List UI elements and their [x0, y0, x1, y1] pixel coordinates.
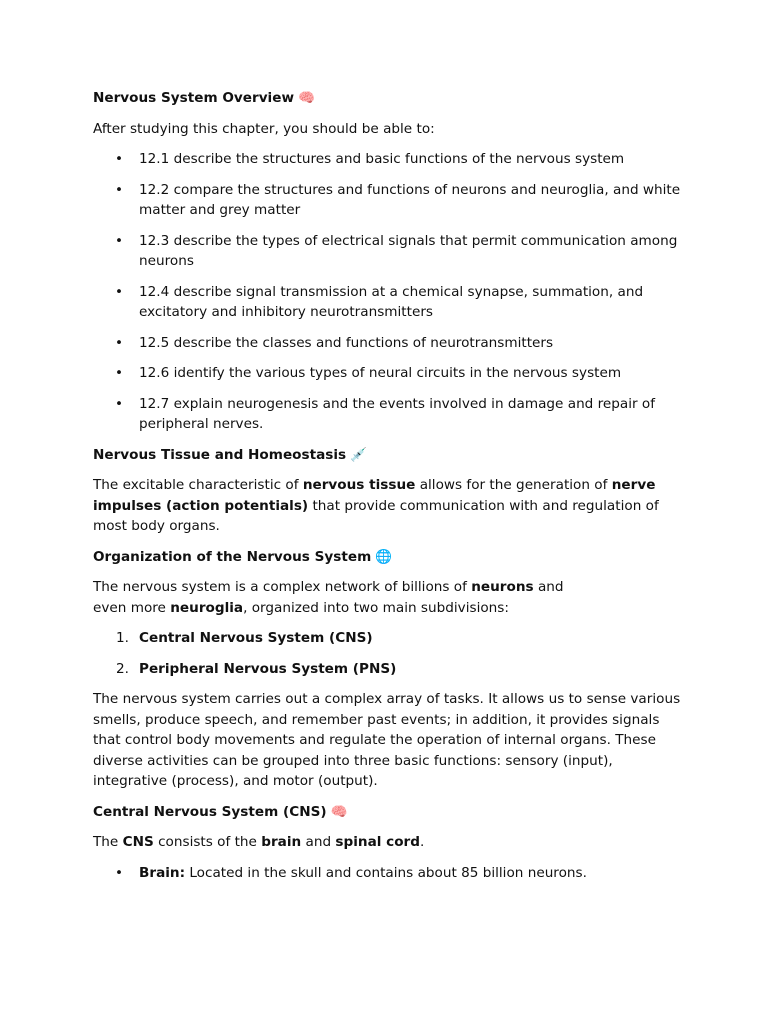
spinal-cord-term: spinal cord: [335, 834, 420, 850]
brain-icon: 🧠: [298, 90, 315, 106]
list-number: 2.: [116, 660, 129, 677]
tissue-text-2: allows for the generation of: [415, 477, 612, 493]
organization-text-2: and even more: [93, 579, 564, 616]
overview-title: Nervous System Overview: [93, 90, 294, 106]
tissue-text-3: that provide communication with and regulation of most body organs.: [93, 497, 659, 534]
objectives-list: [93, 149, 685, 435]
tissue-text-1: The excitable characteristic of: [93, 477, 303, 493]
cns-item-text: Located in the skull and contains about 85 billion neurons.: [185, 864, 587, 881]
organization-paragraph: [93, 577, 583, 618]
objective-text: 12.5 describe the classes and functions of neurotransmitters: [139, 334, 554, 351]
bullet-icon: •: [115, 365, 124, 381]
neuroglia-term: neuroglia: [170, 599, 244, 616]
list-number: 1.: [116, 630, 129, 646]
cns-text-3: and: [301, 834, 336, 850]
cns-text-4: .: [419, 834, 425, 850]
bullet-icon: •: [115, 283, 124, 300]
tissue-title: Nervous Tissue and Homeostasis: [93, 446, 347, 463]
nervous-tissue-term: nervous tissue: [302, 477, 416, 493]
cns-text-1: The: [93, 834, 123, 850]
document-content: [93, 88, 685, 893]
nerve-impulses-term: nerve impulses (action potentials): [93, 477, 656, 514]
overview-heading: [93, 88, 685, 109]
cns-heading: [93, 802, 685, 823]
tissue-heading: [93, 445, 685, 466]
subdivision-item: [93, 628, 685, 649]
overview-intro: After studying this chapter, you should be able to:: [93, 120, 435, 137]
neurons-term: neurons: [471, 579, 534, 595]
objective-item: [93, 394, 685, 435]
cns-paragraph: [93, 832, 685, 853]
objective-item: [93, 149, 685, 170]
brain-icon: 🧠: [330, 803, 348, 820]
cns-item-term: Brain:: [139, 864, 186, 881]
bullet-icon: •: [115, 334, 124, 351]
cns-text-2: consists of the: [153, 834, 262, 850]
organization-text-3: , organized into two main subdivisions:: [243, 599, 509, 616]
subdivision-item: [93, 659, 685, 680]
bullet-icon: •: [115, 864, 124, 881]
cns-title: Central Nervous System (CNS): [93, 803, 327, 820]
tasks-paragraph: The nervous system carries out a complex array of tasks. It allows us to sense various smells, produce speech, and remember past events; in addition, it provides signals that control body movements and regulate the operation of internal organs. These diverse activities can be grouped into three basic functions: sensory (input), integrative (process), and motor (output).: [93, 691, 681, 789]
syringe-icon: 💉: [350, 446, 368, 463]
subdivisions-list: [93, 628, 685, 679]
objective-item: [93, 363, 685, 384]
objective-item: [93, 282, 685, 323]
objective-text: 12.4 describe signal transmission at a chemical synapse, summation, and excitatory and inhibitory neurotransmitters: [139, 283, 644, 320]
brain-term: brain: [261, 834, 302, 850]
globe-icon: 🌐: [375, 548, 393, 565]
organization-text-1: The nervous system is a complex network of billions of: [93, 579, 472, 595]
objective-text: 12.6 identify the various types of neural circuits in the nervous system: [139, 365, 622, 381]
cns-term: CNS: [122, 834, 154, 850]
bullet-icon: •: [115, 181, 124, 198]
objective-item: [93, 231, 685, 272]
objective-text: 12.3 describe the types of electrical signals that permit communication among neurons: [139, 232, 678, 269]
cns-list: [93, 863, 685, 884]
objective-text: 12.1 describe the structures and basic functions of the nervous system: [139, 151, 625, 167]
objective-text: 12.2 compare the structures and functions of neurons and neuroglia, and white matter and grey matter: [139, 181, 681, 218]
objective-item: [93, 333, 685, 354]
bullet-icon: •: [115, 151, 124, 167]
tissue-paragraph: [93, 475, 685, 537]
organization-title: Organization of the Nervous System: [93, 548, 372, 565]
subdivision-label: Peripheral Nervous System (PNS): [139, 660, 397, 677]
bullet-icon: •: [115, 232, 124, 249]
organization-heading: [93, 547, 685, 568]
subdivision-label: Central Nervous System (CNS): [139, 630, 373, 646]
objective-item: [93, 180, 685, 221]
objective-text: 12.7 explain neurogenesis and the events involved in damage and repair of peripheral nerves.: [139, 395, 656, 432]
bullet-icon: •: [115, 395, 124, 412]
cns-item: [93, 863, 685, 884]
